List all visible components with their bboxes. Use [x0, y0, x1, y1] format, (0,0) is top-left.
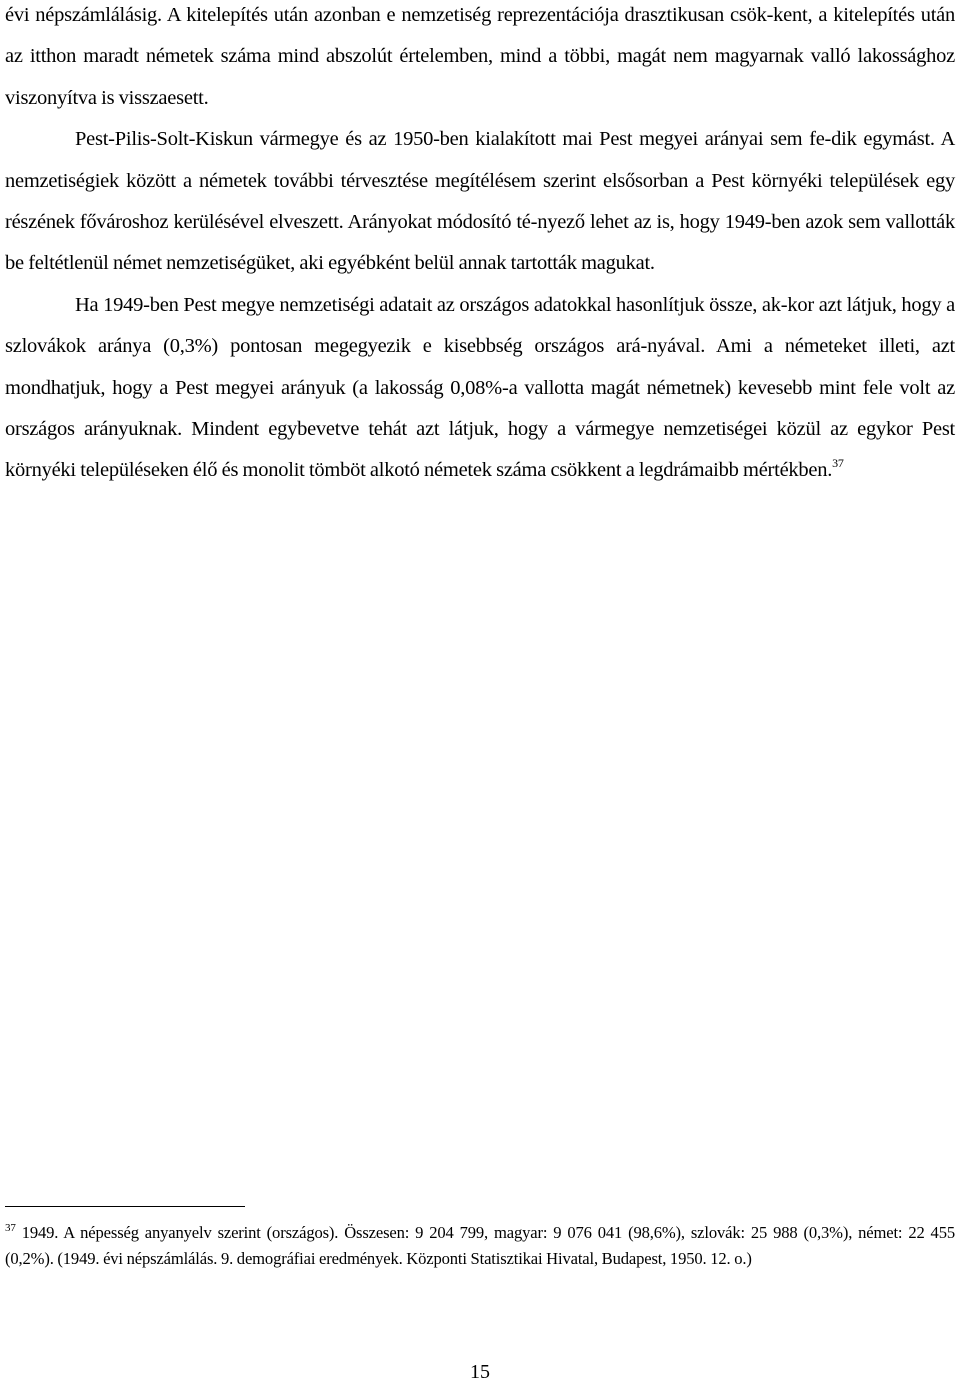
paragraph-3 — [5, 285, 955, 492]
paragraph-2: Pest-Pilis-Solt-Kiskun vármegye és az 1950-ben kialakított mai Pest megyei arányai sem fe-dik egymást. A nemzetiségiek között a németek további térvesztése megítélésem szerint elsősorban a Pest környéki települések egy részének fővároshoz kerülésével elveszett. Arányokat módosító té-nyező lehet az is, hogy 1949-ben azok sem vallották be feltétlenül német nemzetiségüket, aki egyébként belül annak tartották magukat. — [5, 128, 955, 275]
footnote-reference[interactable]: 37 — [832, 456, 844, 471]
body-text — [5, 0, 955, 492]
document-page — [5, 0, 955, 1385]
paragraph-1: évi népszámlálásig. A kitelepítés után azonban e nemzetiség reprezentációja drasztikusan csök-kent, a kitelepítés után az itthon maradt németek száma mind abszolút értelemben, mind a többi, magát nem magyarnak valló lakossághoz viszonyítva is visszaesett. — [5, 4, 955, 109]
page-number: 15 — [470, 1361, 490, 1383]
paragraph-3-text: Ha 1949-ben Pest megye nemzetiségi adatait az országos adatokkal hasonlítjuk össze, ak-kor azt látjuk, hogy a szlovákok aránya (0,3%) pontosan megegyezik e kisebbség országos ará-nyával. Ami a németeket illeti, azt mondhatjuk, hogy a Pest megyei arányuk (a lakosság 0,08%-a vallotta magát németnek) kevesebb mint fele volt az országos arányuknak. Mindent egybevetve tehát azt látjuk, hogy a vármegye nemzetiségei közül az egykor Pest környéki településeken élő és monolit tömböt alkotó németek száma csökkent a legdrámaibb mértékben. — [5, 293, 955, 482]
footnote — [5, 1220, 955, 1271]
footnote-number: 37 — [5, 1222, 16, 1234]
footnote-separator — [5, 1206, 245, 1207]
footnote-text: 1949. A népesség anyanyelv szerint (országos). Összesen: 9 204 799, magyar: 9 076 041 (98,6%), szlovák: 25 988 (0,3%), német: 22 455 (0,2%). (1949. évi népszámlálás. 9. demográfiai eredmények. Központi Statisztikai Hivatal, Budapest, 1950. 12. o.) — [5, 1223, 955, 1268]
